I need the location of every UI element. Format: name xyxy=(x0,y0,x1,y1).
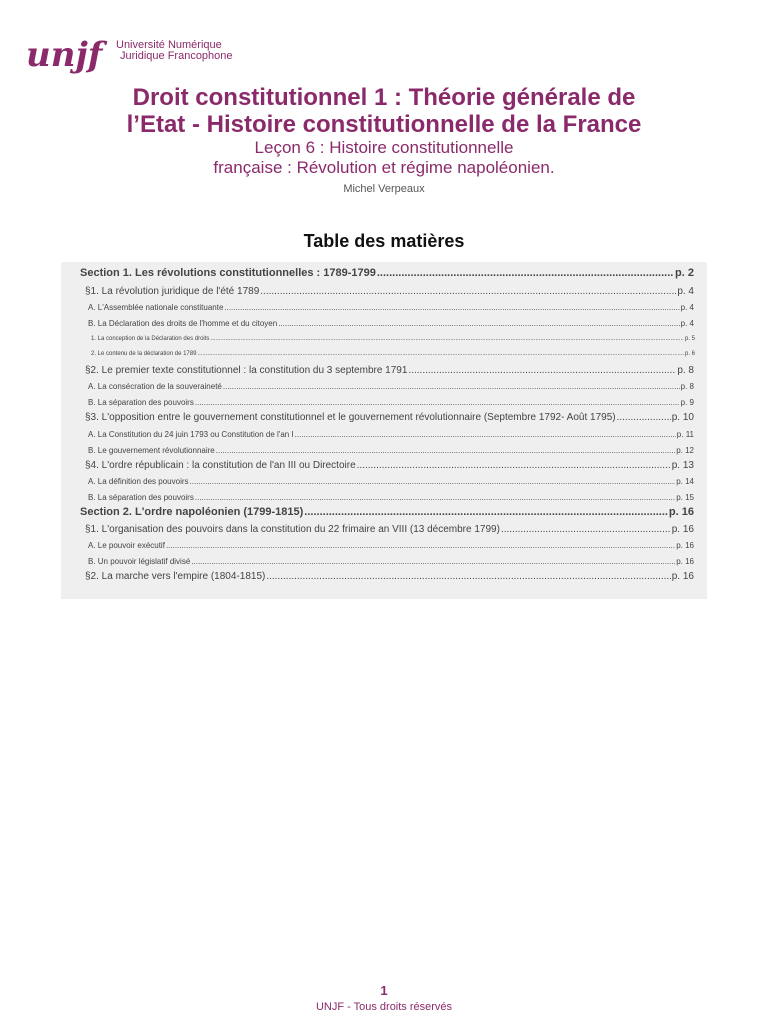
lesson-subtitle xyxy=(0,138,768,178)
toc-entry[interactable]: A. L'Assemblée nationale constituante ..... p. 4 xyxy=(88,303,694,312)
toc-entry[interactable]: Section 2. L'ordre napoléonien (1799-1815) ..... p. 16 xyxy=(80,506,694,518)
toc-entry[interactable]: §1. La révolution juridique de l'été 1789 ..... p. 4 xyxy=(85,286,694,297)
subtitle-line-1: Leçon 6 : Histoire constitutionnelle xyxy=(254,138,514,157)
svg-text:unjf: unjf xyxy=(26,35,103,75)
toc-entry[interactable]: B. Un pouvoir législatif divisé ..... p. 16 xyxy=(88,557,694,566)
toc-entry[interactable]: A. Le pouvoir exécutif ..... p. 16 xyxy=(88,541,694,550)
logo-line-2: Juridique Francophone xyxy=(120,50,233,62)
toc-entry[interactable]: 1. La conception de la Déclaration des droits ..... p. 5 xyxy=(91,336,695,342)
title-line-2: l’Etat - Histoire constitutionnelle de la France xyxy=(126,111,642,138)
table-of-contents xyxy=(61,262,707,599)
page-number: 1 xyxy=(380,983,388,998)
logo-line-1: Université Numérique xyxy=(116,39,222,51)
toc-entry[interactable]: B. Le gouvernement révolutionnaire ..... p. 12 xyxy=(88,446,694,455)
toc-entry[interactable]: A. La consécration de la souveraineté ..... p. 8 xyxy=(88,382,694,391)
footer-copyright: UNJF - Tous droits réservés xyxy=(315,1001,453,1013)
toc-entry[interactable]: §3. L'opposition entre le gouvernement constitutionnel et le gouvernement révolutionnaire (Septembre 1792- Août 1795) ..... p. 10 xyxy=(85,412,694,423)
document-title xyxy=(0,84,768,138)
toc-entry[interactable]: Section 1. Les révolutions constitutionnelles : 1789-1799 ..... p. 2 xyxy=(80,267,694,279)
toc-entry[interactable]: 2. Le contenu de la déclaration de 1789 ..... p. 6 xyxy=(91,351,695,357)
toc-entry[interactable]: B. La Déclaration des droits de l'homme et du citoyen ..... p. 4 xyxy=(88,319,694,328)
toc-entry[interactable]: §4. L'ordre républicain : la constitution de l'an III ou Directoire ..... p. 13 xyxy=(85,460,694,471)
toc-entry[interactable]: B. La séparation des pouvoirs ..... p. 15 xyxy=(88,493,694,502)
toc-entry[interactable]: A. La définition des pouvoirs ..... p. 14 xyxy=(88,477,694,486)
unjf-logo xyxy=(24,32,264,88)
toc-entry[interactable]: B. La séparation des pouvoirs ..... p. 9 xyxy=(88,398,694,407)
author-name: Michel Verpeaux xyxy=(343,183,425,195)
toc-entry[interactable]: §2. La marche vers l'empire (1804-1815) ..... p. 16 xyxy=(85,571,694,582)
title-line-1: Droit constitutionnel 1 : Théorie générale de xyxy=(132,84,636,111)
unjf-logo-mark xyxy=(24,32,114,84)
toc-entry[interactable]: §2. Le premier texte constitutionnel : la constitution du 3 septembre 1791 ..... p. 8 xyxy=(85,365,694,376)
toc-entry[interactable]: §1. L'organisation des pouvoirs dans la constitution du 22 frimaire an VIII (13 décembre 1799) ..... p. 16 xyxy=(85,524,694,535)
toc-heading: Table des matières xyxy=(303,231,465,251)
logo-wordmark xyxy=(116,40,233,62)
toc-entry[interactable]: A. La Constitution du 24 juin 1793 ou Constitution de l'an I ..... p. 11 xyxy=(88,430,694,439)
subtitle-line-2: française : Révolution et régime napoléonien. xyxy=(213,158,555,177)
